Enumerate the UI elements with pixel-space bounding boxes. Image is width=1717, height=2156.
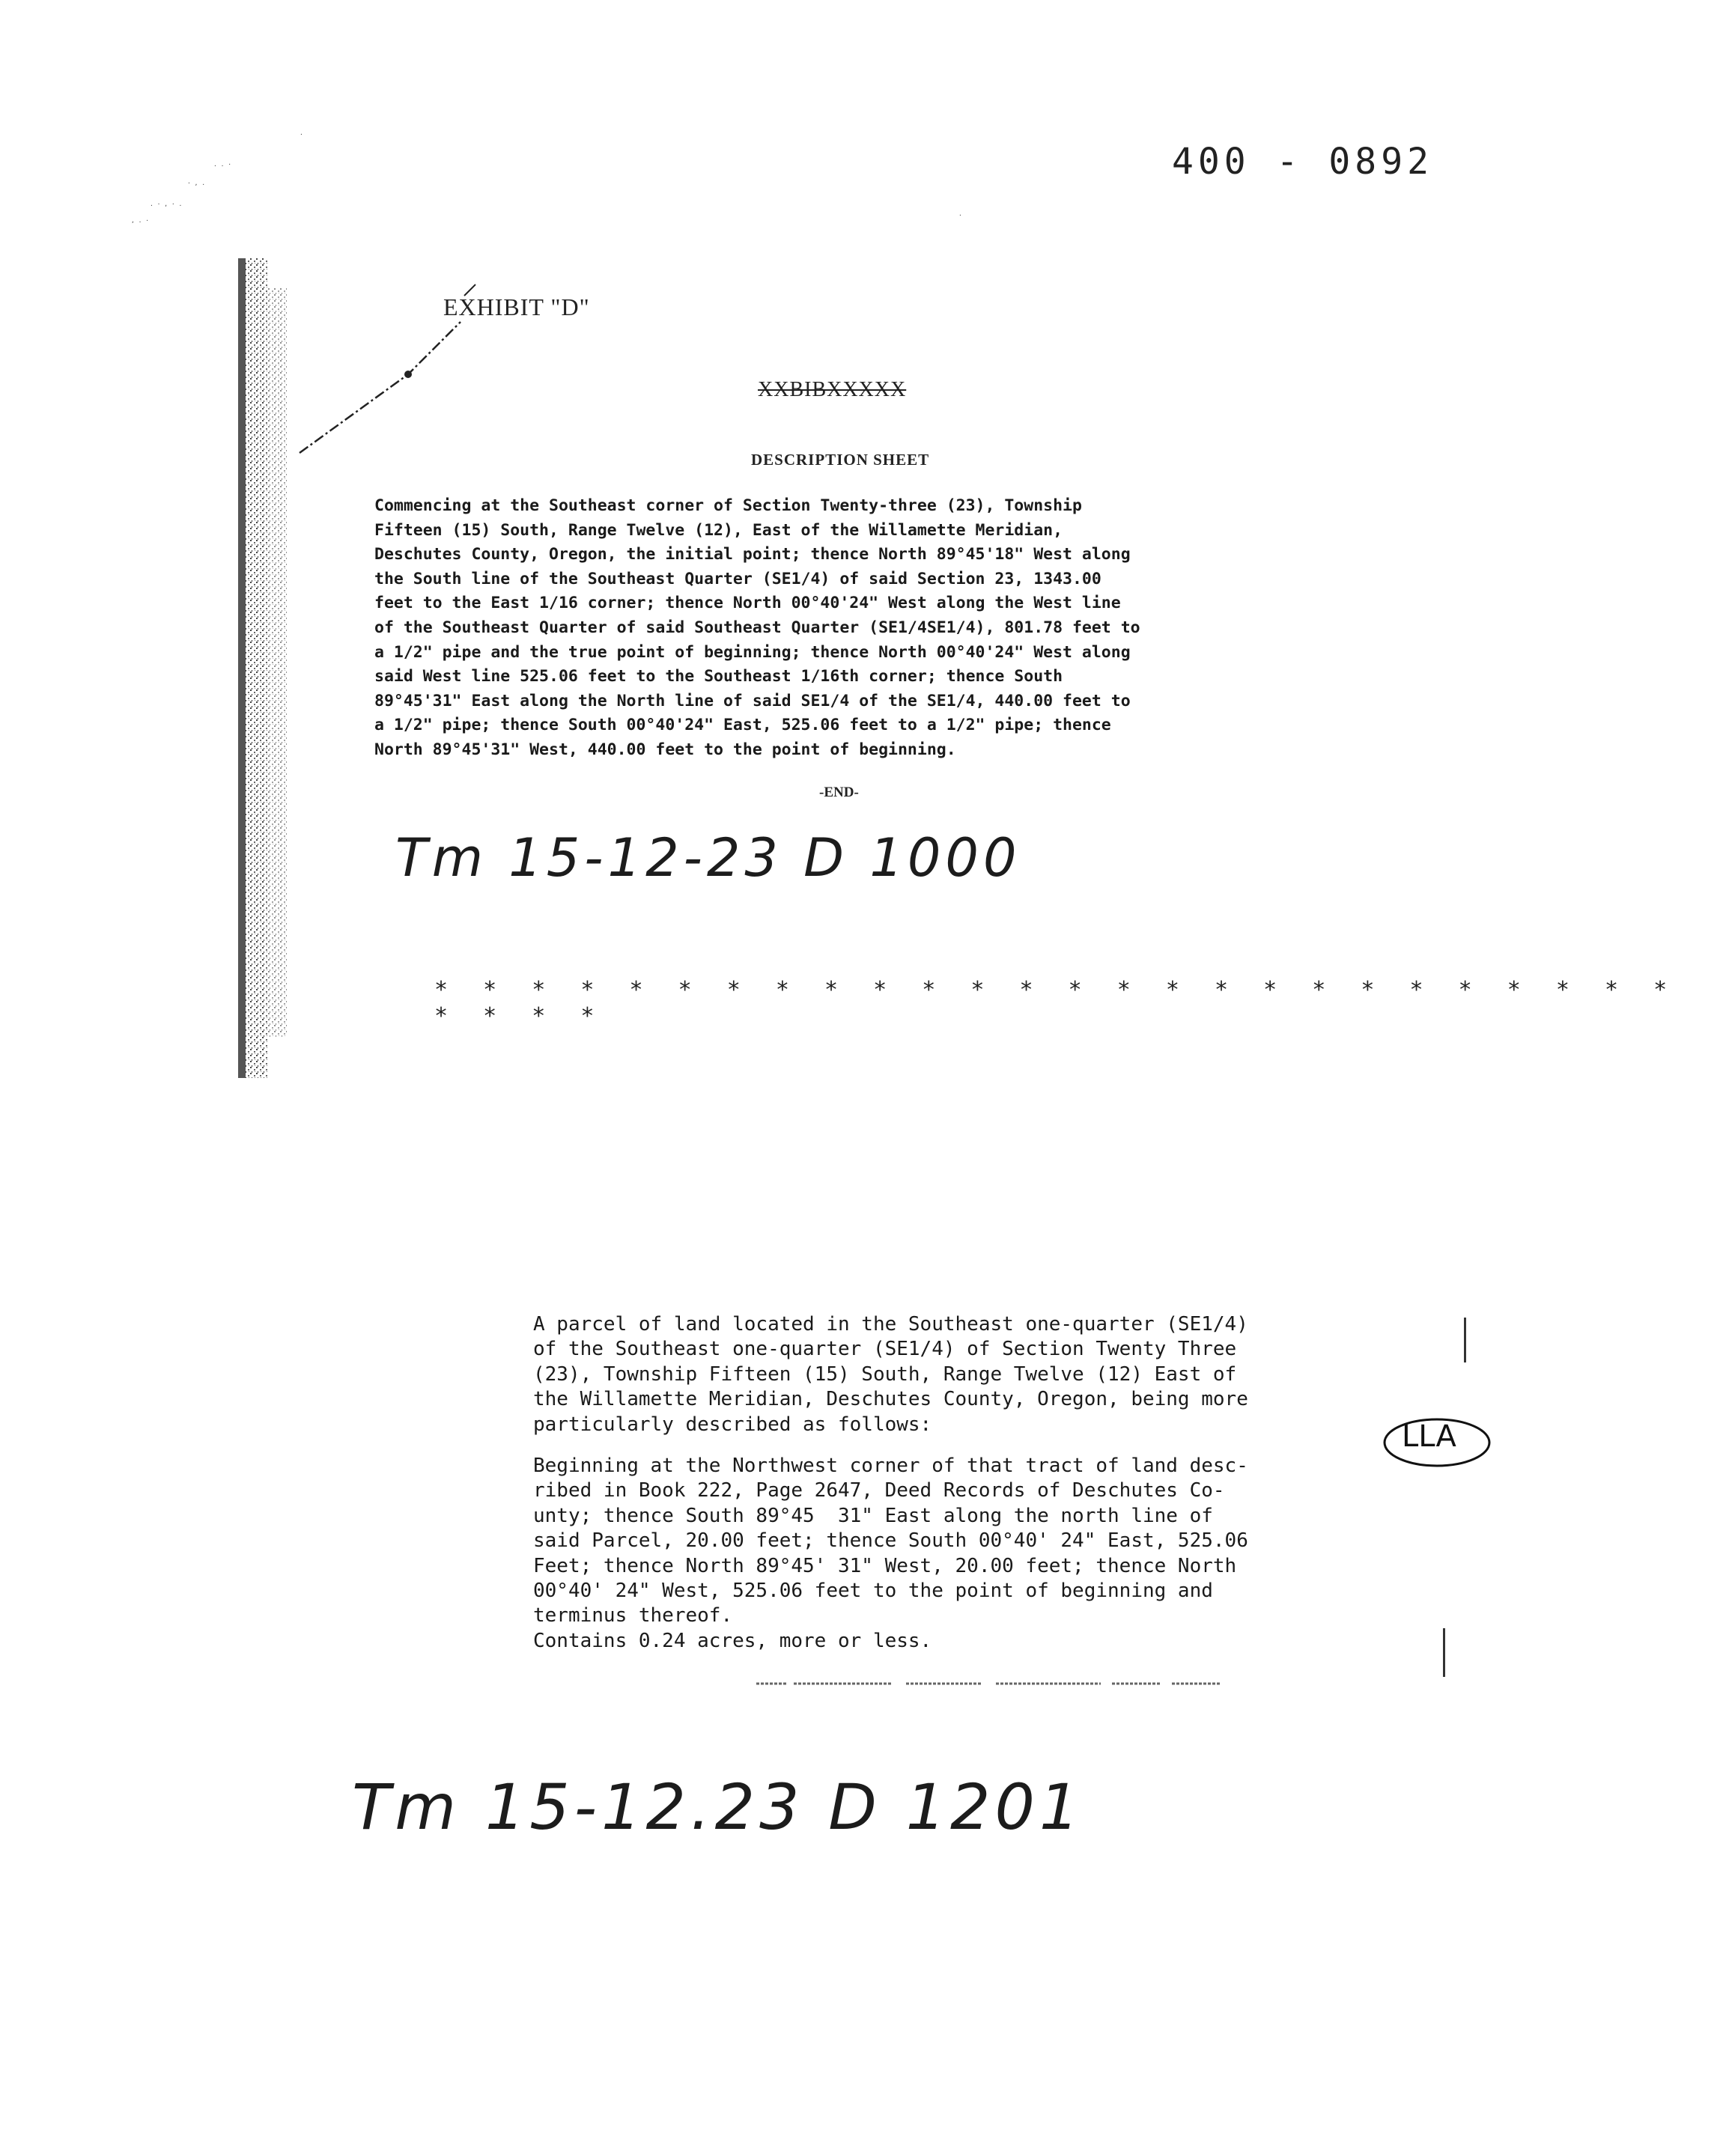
scan-speckle: , . · [131, 217, 150, 224]
paragraph-gap [533, 1437, 1454, 1454]
description-line: a 1/2" pipe and the true point of beginning; thence North 00°40'24" West along [374, 642, 1131, 662]
description-line: Commencing at the Southeast corner of Section Twenty-three (23), Township [374, 496, 1082, 515]
parcel-body-line: Feet; thence North 89°45' 31" West, 20.00 feet; thence North [533, 1554, 1237, 1577]
lla-stamp-text: LLA [1402, 1419, 1456, 1454]
scan-speckle: . · , · . [150, 201, 183, 207]
revision-bar [1443, 1628, 1445, 1677]
document-number: 400 - 0892 [1172, 141, 1433, 183]
parcel-body-line: unty; thence South 89°45 31" East along the north line of [533, 1504, 1213, 1527]
scan-speckle: · [958, 212, 962, 219]
parcel-intro-line: A parcel of land located in the Southeast one-quarter (SE1/4) [533, 1313, 1248, 1336]
parcel-body-line: Contains 0.24 acres, more or less. [533, 1629, 932, 1652]
parcel-intro-line: the Willamette Meridian, Deschutes County, Oregon, being more [533, 1388, 1248, 1411]
parcel-body-line: said Parcel, 20.00 feet; thence South 00°40' 24" East, 525.06 [533, 1529, 1248, 1553]
scan-speckle: · [300, 131, 303, 138]
scan-speckle: · , . [187, 180, 206, 186]
asterisk-divider: * * * * * * * * * * * * * * * * * * * * * * * * * * * * * * [434, 977, 1678, 1029]
description-sheet-title: DESCRIPTION SHEET [751, 451, 930, 469]
handwritten-tax-map-2: Tm 15-12.23 D 1201 [352, 1770, 1084, 1844]
description-line: Deschutes County, Oregon, the initial point; thence North 89°45'18" West along [374, 545, 1131, 564]
description-line: Fifteen (15) South, Range Twelve (12), East of the Willamette Meridian, [374, 520, 1063, 540]
description-paragraph [374, 494, 1340, 763]
revision-bar [1464, 1318, 1466, 1362]
parcel-body-line: Beginning at the Northwest corner of that tract of land desc- [533, 1455, 1248, 1478]
description-line: said West line 525.06 feet to the Southeast 1/16th corner; thence South [374, 667, 1063, 686]
parcel-body-line: ribed in Book 222, Page 2647, Deed Records of Deschutes Co- [533, 1479, 1225, 1502]
faint-scan-line [756, 1680, 1221, 1687]
description-line: the South line of the Southeast Quarter (SE1/4) of said Section 23, 1343.00 [374, 569, 1101, 588]
parcel-body-line: 00°40' 24" West, 525.06 feet to the point of beginning and [533, 1580, 1213, 1603]
description-line: 89°45'31" East along the North line of said SE1/4 of the SE1/4, 440.00 feet to [374, 691, 1131, 710]
description-line: of the Southeast Quarter of said Southeast Quarter (SE1/4SE1/4), 801.78 feet to [374, 618, 1140, 637]
description-line: a 1/2" pipe; thence South 00°40'24" East, 525.06 feet to a 1/2" pipe; thence [374, 716, 1111, 735]
parcel-description [533, 1312, 1454, 1654]
handwritten-tax-map-1: Tm 15-12-23 D 1000 [395, 827, 1021, 889]
parcel-intro-line: of the Southeast one-quarter (SE1/4) of Section Twenty Three [533, 1338, 1237, 1361]
end-mark: -END- [819, 785, 859, 800]
description-line: North 89°45'31" West, 440.00 feet to the point of beginning. [374, 740, 956, 759]
parcel-intro-line: (23), Township Fifteen (15) South, Range Twelve (12) East of [533, 1362, 1237, 1386]
scan-speckle: . . · [213, 161, 232, 168]
struck-heading: XXBIBXXXXX [758, 378, 907, 401]
description-line: feet to the East 1/16 corner; thence North 00°40'24" West along the West line [374, 594, 1121, 613]
parcel-intro-line: particularly described as follows: [533, 1413, 932, 1436]
exhibit-title: EXHIBIT "D" [443, 293, 590, 320]
scanned-margin-strip [238, 258, 298, 1078]
parcel-body-line: terminus thereof. [533, 1604, 733, 1627]
